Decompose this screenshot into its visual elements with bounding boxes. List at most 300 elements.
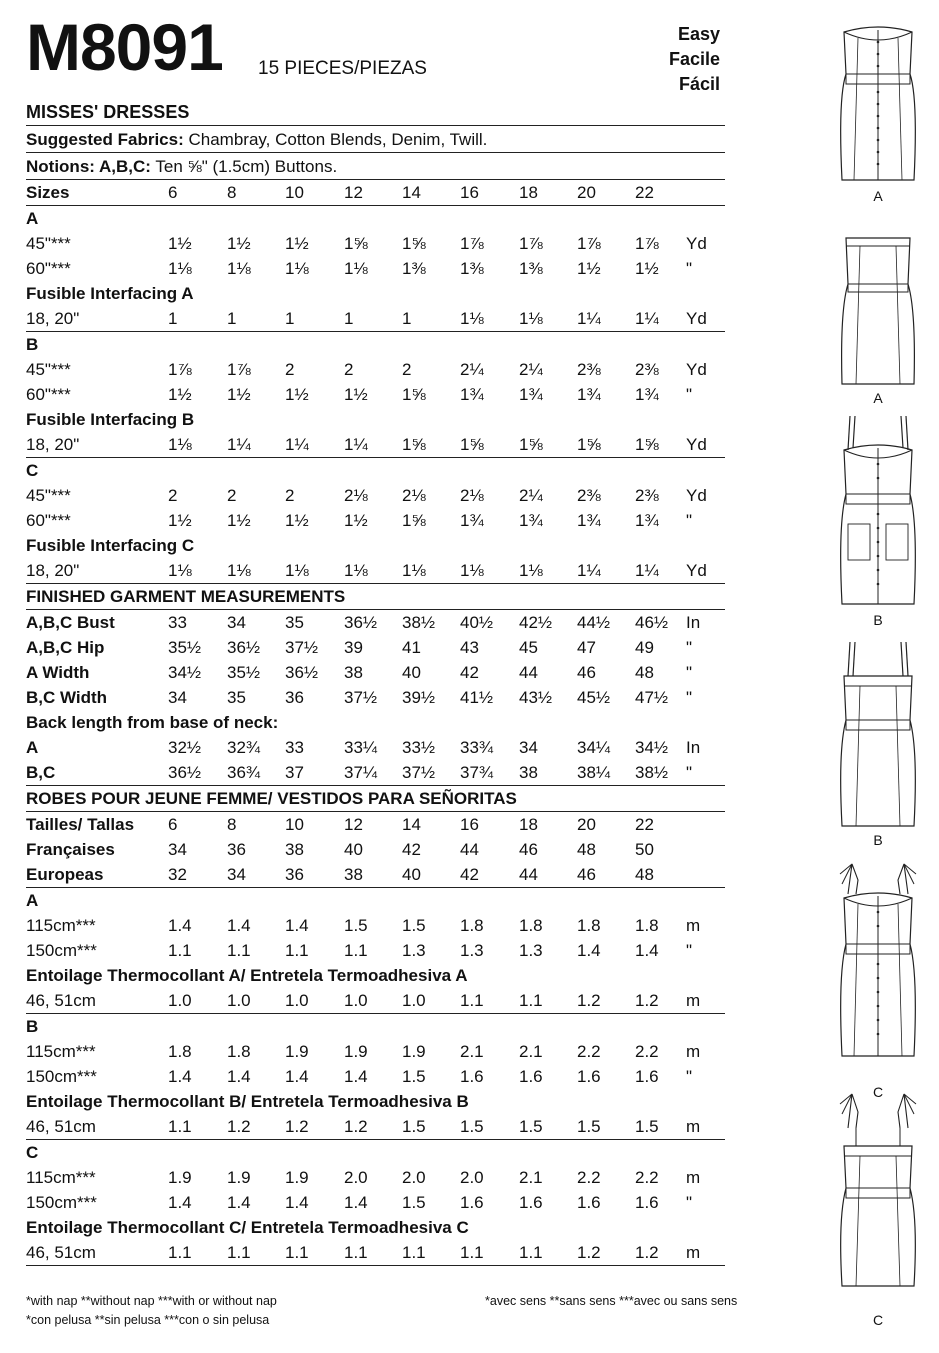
table-cell: 2⅛ [344, 486, 368, 505]
table-cell: 41 [402, 638, 421, 657]
footnotes-left [26, 1292, 277, 1330]
unit-label: In [686, 613, 701, 632]
table-row [26, 180, 725, 206]
table-cell: 43 [460, 638, 479, 657]
table-cell: 1⅞ [519, 234, 543, 253]
table-cell: 1¼ [635, 309, 659, 328]
table-cell: 43½ [519, 688, 553, 707]
row-label: Entoilage Thermocollant B/ Entretela Termoadhesiva B [26, 1092, 469, 1111]
row-label: Françaises [26, 840, 115, 859]
table-cell: 38 [285, 840, 304, 859]
table-cell: 41½ [460, 688, 494, 707]
table-cell: 2.2 [635, 1168, 659, 1187]
table-cell: 2 [168, 486, 178, 505]
table-cell: 34¼ [577, 738, 611, 757]
table-cell: 2⅜ [577, 486, 601, 505]
difficulty-fr: Facile [668, 49, 720, 69]
table-cell: 1.1 [519, 991, 543, 1010]
table-cell: 1.5 [402, 1117, 426, 1136]
difficulty-es: Fácil [678, 74, 720, 94]
table-cell: 2 [344, 360, 354, 379]
unit-label: " [686, 763, 693, 782]
table-cell: 6 [168, 815, 178, 834]
table-cell: 48 [577, 840, 596, 859]
table-cell: 37½ [344, 688, 378, 707]
table-cell: 2.0 [460, 1168, 484, 1187]
table-cell: 1⅝ [402, 234, 426, 253]
table-row [26, 1089, 725, 1114]
table-cell: 46½ [635, 613, 669, 632]
table-cell: 33 [168, 613, 187, 632]
table-cell: 1.2 [285, 1117, 309, 1136]
table-row [26, 1014, 725, 1039]
table-cell: 1⅝ [460, 435, 484, 454]
fabrics-label: Suggested Fabrics: [26, 130, 184, 149]
row-label: B [26, 335, 39, 354]
table-row [26, 710, 725, 735]
table-cell: 1¾ [460, 511, 484, 530]
table-cell: 45 [519, 638, 538, 657]
view-b-front-sketch [828, 414, 928, 628]
table-cell: 47½ [635, 688, 669, 707]
dress-a-front-icon [828, 18, 928, 188]
row-label: Fusible Interfacing B [26, 410, 195, 429]
table-cell: 36½ [285, 663, 319, 682]
table-cell: 36¾ [227, 763, 261, 782]
table-cell: 1⅞ [460, 234, 484, 253]
table-row [26, 1039, 725, 1064]
table-cell: 1⅝ [402, 511, 426, 530]
table-cell: 32¾ [227, 738, 261, 757]
table-row [26, 862, 725, 888]
table-cell: 1.9 [227, 1168, 251, 1187]
table-row [26, 584, 725, 610]
table-cell: 1½ [285, 511, 309, 530]
difficulty-labels [640, 22, 720, 97]
view-c-back-sketch [828, 1088, 928, 1328]
table-cell: 1⅞ [168, 360, 192, 379]
row-label: B,C [26, 763, 56, 782]
table-cell: 37½ [402, 763, 436, 782]
table-cell: 1½ [635, 259, 659, 278]
table-cell: 34½ [635, 738, 669, 757]
table-cell: 12 [344, 815, 363, 834]
table-cell: 1¾ [577, 511, 601, 530]
view-caption: A [873, 188, 883, 204]
table-cell: 1¼ [635, 561, 659, 580]
view-caption: A [873, 390, 883, 406]
table-cell: 1.2 [344, 1117, 368, 1136]
table-cell: 1.4 [285, 1193, 309, 1212]
table-row [26, 206, 725, 231]
table-cell: 1.3 [402, 941, 426, 960]
table-cell: 1.6 [519, 1193, 543, 1212]
table-cell: 1.3 [460, 941, 484, 960]
footnote-en: *with nap **without nap ***with or without nap [26, 1294, 277, 1308]
table-cell: 2¼ [460, 360, 484, 379]
table-cell: 33½ [402, 738, 436, 757]
table-cell: 1⅞ [635, 234, 659, 253]
table-cell: 1⅝ [577, 435, 601, 454]
table-cell: 1½ [168, 234, 192, 253]
table-cell: 1.4 [168, 1067, 192, 1086]
row-label: Fusible Interfacing A [26, 284, 194, 303]
table-cell: 34 [168, 840, 187, 859]
table-cell: 32 [168, 865, 187, 884]
table-cell: 10 [285, 815, 304, 834]
unit-label: m [686, 1042, 701, 1061]
table-cell: 34 [168, 688, 187, 707]
table-row [26, 1215, 725, 1240]
row-label: 46, 51cm [26, 991, 96, 1010]
row-label: 45"*** [26, 360, 71, 379]
table-cell: 1 [344, 309, 354, 328]
table-row [26, 357, 725, 382]
table-body [26, 180, 725, 1266]
table-row [26, 812, 725, 837]
difficulty-en: Easy [677, 24, 720, 44]
row-label: 150cm*** [26, 1067, 97, 1086]
table-cell: 1⅞ [577, 234, 601, 253]
table-cell: 34 [227, 613, 246, 632]
table-cell: 8 [227, 815, 237, 834]
unit-label: m [686, 991, 701, 1010]
pattern-number: M8091 [26, 10, 223, 84]
table-cell: 1½ [285, 234, 309, 253]
table-row [26, 407, 725, 432]
table-cell: 1.3 [519, 941, 543, 960]
footnotes-right [485, 1292, 737, 1311]
table-cell: 1½ [168, 385, 192, 404]
table-row [26, 988, 725, 1014]
table-cell: 38½ [635, 763, 669, 782]
row-label: 18, 20" [26, 309, 80, 328]
table-cell: 36 [285, 688, 304, 707]
table-cell: 1½ [344, 511, 368, 530]
table-cell: 1¼ [577, 561, 601, 580]
row-label: 60"*** [26, 511, 71, 530]
table-cell: 1.2 [577, 991, 601, 1010]
row-label: ROBES POUR JEUNE FEMME/ VESTIDOS PARA SEÑORITAS [26, 789, 517, 808]
table-cell: 44½ [577, 613, 611, 632]
table-cell: 1.2 [635, 1243, 659, 1262]
table-cell: 1⅛ [168, 259, 192, 278]
table-cell: 1.6 [577, 1193, 601, 1212]
table-cell: 2.0 [402, 1168, 426, 1187]
table-cell: 1¾ [635, 385, 659, 404]
view-a-back-sketch [828, 234, 928, 406]
table-cell: 1⅛ [402, 561, 426, 580]
table-cell: 1.1 [227, 1243, 251, 1262]
table-cell: 1.0 [285, 991, 309, 1010]
row-label: A,B,C Hip [26, 638, 105, 657]
table-cell: 1.6 [460, 1067, 484, 1086]
table-cell: 1⅜ [519, 259, 543, 278]
table-cell: 1.8 [168, 1042, 192, 1061]
row-label: 45"*** [26, 486, 71, 505]
table-cell: 1.6 [635, 1067, 659, 1086]
table-cell: 34 [227, 865, 246, 884]
table-row [26, 685, 725, 710]
table-cell: 1.5 [402, 1067, 426, 1086]
table-cell: 1.5 [402, 1193, 426, 1212]
table-cell: 1⅛ [168, 435, 192, 454]
table-row [26, 432, 725, 458]
table-cell: 1.0 [402, 991, 426, 1010]
table-cell: 1½ [168, 511, 192, 530]
footnote-fr: *avec sens **sans sens ***avec ou sans sens [485, 1294, 738, 1308]
table-cell: 1.6 [519, 1067, 543, 1086]
table-cell: 1.6 [460, 1193, 484, 1212]
table-cell: 1.1 [402, 1243, 426, 1262]
unit-label: Yd [686, 486, 707, 505]
table-cell: 42 [460, 865, 479, 884]
table-cell: 18 [519, 183, 538, 202]
table-cell: 48 [635, 865, 654, 884]
table-cell: 22 [635, 183, 654, 202]
table-row [26, 660, 725, 685]
row-label: 60"*** [26, 385, 71, 404]
table-cell: 2⅛ [460, 486, 484, 505]
table-cell: 1.1 [460, 991, 484, 1010]
table-row [26, 533, 725, 558]
row-label: 18, 20" [26, 561, 80, 580]
table-cell: 40 [344, 840, 363, 859]
view-caption: B [873, 832, 883, 848]
suggested-fabrics [26, 126, 725, 153]
table-cell: 1½ [227, 511, 251, 530]
table-cell: 1.1 [519, 1243, 543, 1262]
unit-label: In [686, 738, 701, 757]
table-cell: 36½ [168, 763, 202, 782]
table-cell: 44 [519, 663, 538, 682]
unit-label: " [686, 511, 693, 530]
table-cell: 1⅝ [402, 385, 426, 404]
view-b-back-sketch [828, 640, 928, 848]
unit-label: Yd [686, 561, 707, 580]
table-cell: 1⅛ [460, 561, 484, 580]
row-label: Entoilage Thermocollant C/ Entretela Termoadhesiva C [26, 1218, 469, 1237]
table-cell: 1.5 [344, 916, 368, 935]
unit-label: Yd [686, 360, 707, 379]
table-cell: 1.1 [460, 1243, 484, 1262]
table-cell: 1.1 [344, 1243, 368, 1262]
table-row [26, 610, 725, 635]
table-cell: 37 [285, 763, 304, 782]
unit-label: m [686, 1243, 701, 1262]
table-cell: 47 [577, 638, 596, 657]
table-cell: 1½ [227, 385, 251, 404]
unit-label: Yd [686, 309, 707, 328]
row-label: A Width [26, 663, 90, 682]
row-label: 46, 51cm [26, 1243, 96, 1262]
notions-label: Notions: A,B,C: [26, 157, 151, 176]
table-cell: 1 [168, 309, 178, 328]
table-cell: 2.2 [635, 1042, 659, 1061]
row-label: 45"*** [26, 234, 71, 253]
row-label: C [26, 1143, 39, 1162]
table-cell: 49 [635, 638, 654, 657]
table-cell: 1¾ [519, 385, 543, 404]
table-cell: 46 [577, 865, 596, 884]
table-cell: 36½ [227, 638, 261, 657]
table-cell: 1.4 [577, 941, 601, 960]
table-cell: 1½ [227, 234, 251, 253]
table-cell: 33¼ [344, 738, 378, 757]
table-cell: 1⅛ [285, 561, 309, 580]
table-cell: 37¾ [460, 763, 494, 782]
table-cell: 48 [635, 663, 654, 682]
table-cell: 1.4 [227, 1067, 251, 1086]
table-cell: 1.4 [285, 916, 309, 935]
table-cell: 1¾ [460, 385, 484, 404]
table-cell: 1⅜ [460, 259, 484, 278]
row-label: 60"*** [26, 259, 71, 278]
table-cell: 35 [285, 613, 304, 632]
table-cell: 1.6 [577, 1067, 601, 1086]
table-cell: 1.4 [168, 1193, 192, 1212]
table-cell: 33 [285, 738, 304, 757]
table-cell: 1.8 [460, 916, 484, 935]
table-cell: 1.1 [227, 941, 251, 960]
table-cell: 38½ [402, 613, 436, 632]
table-cell: 2⅜ [635, 360, 659, 379]
row-label: 150cm*** [26, 1193, 97, 1212]
table-cell: 1½ [577, 259, 601, 278]
table-cell: 40 [402, 865, 421, 884]
table-cell: 2 [227, 486, 237, 505]
table-cell: 2.1 [460, 1042, 484, 1061]
unit-label: " [686, 259, 693, 278]
table-cell: 32½ [168, 738, 202, 757]
table-cell: 1.5 [402, 916, 426, 935]
table-cell: 16 [460, 815, 479, 834]
table-cell: 2⅜ [635, 486, 659, 505]
table-cell: 1⅜ [402, 259, 426, 278]
table-cell: 10 [285, 183, 304, 202]
table-row [26, 1114, 725, 1140]
row-label: B,C Width [26, 688, 108, 707]
row-label: FINISHED GARMENT MEASUREMENTS [26, 587, 346, 606]
row-label: A [26, 209, 39, 228]
table-cell: 1.1 [285, 941, 309, 960]
table-cell: 12 [344, 183, 363, 202]
table-cell: 38 [519, 763, 538, 782]
table-cell: 42 [460, 663, 479, 682]
table-row [26, 1140, 725, 1165]
view-caption: B [873, 612, 883, 628]
table-cell: 1.9 [402, 1042, 426, 1061]
unit-label: " [686, 663, 693, 682]
row-label: B [26, 1017, 39, 1036]
dress-b-front-icon [828, 414, 928, 610]
table-cell: 1⅛ [168, 561, 192, 580]
unit-label: Yd [686, 234, 707, 253]
table-cell: 1.2 [635, 991, 659, 1010]
row-label: Europeas [26, 865, 104, 884]
table-cell: 1.2 [577, 1243, 601, 1262]
table-row [26, 938, 725, 963]
table-cell: 1¾ [519, 511, 543, 530]
table-row [26, 735, 725, 760]
table-cell: 1.9 [285, 1042, 309, 1061]
table-cell: 1¼ [344, 435, 368, 454]
view-a-front-sketch [828, 18, 928, 204]
table-cell: 38¼ [577, 763, 611, 782]
row-label: A,B,C Bust [26, 613, 115, 632]
row-label: Back length from base of neck: [26, 713, 279, 732]
table-cell: 2.2 [577, 1168, 601, 1187]
table-cell: 1⅞ [227, 360, 251, 379]
table-row [26, 332, 725, 357]
table-cell: 1.8 [227, 1042, 251, 1061]
table-row [26, 837, 725, 862]
table-cell: 37½ [285, 638, 319, 657]
table-cell: 1⅛ [460, 309, 484, 328]
notions-text: Ten ⅝" (1.5cm) Buttons. [150, 157, 338, 176]
table-row [26, 382, 725, 407]
table-row [26, 913, 725, 938]
table-cell: 1.4 [344, 1067, 368, 1086]
table-cell: 1.4 [344, 1193, 368, 1212]
table-cell: 1 [227, 309, 237, 328]
row-label: 115cm*** [26, 1168, 96, 1187]
table-cell: 1.1 [285, 1243, 309, 1262]
table-cell: 1.4 [168, 916, 192, 935]
view-caption: C [872, 1312, 884, 1328]
table-row [26, 558, 725, 584]
row-label: 18, 20" [26, 435, 80, 454]
pieces-count: 15 PIECES/PIEZAS [258, 58, 427, 79]
table-cell: 1¼ [227, 435, 251, 454]
fabrics-text: Chambray, Cotton Blends, Denim, Twill. [183, 130, 488, 149]
table-row [26, 888, 725, 913]
table-cell: 40 [402, 663, 421, 682]
table-cell: 34 [519, 738, 538, 757]
table-cell: 1.5 [519, 1117, 543, 1136]
unit-label: " [686, 1067, 693, 1086]
table-cell: 2⅜ [577, 360, 601, 379]
row-label: Tailles/ Tallas [26, 815, 135, 834]
table-cell: 1.0 [227, 991, 251, 1010]
dress-b-back-icon [828, 640, 928, 830]
table-cell: 1⅛ [519, 309, 543, 328]
table-cell: 1.0 [344, 991, 368, 1010]
table-cell: 42 [402, 840, 421, 859]
table-cell: 46 [577, 663, 596, 682]
unit-label: Yd [686, 435, 707, 454]
row-label: 115cm*** [26, 1042, 96, 1061]
table-cell: 1.4 [227, 1193, 251, 1212]
table-row [26, 306, 725, 332]
row-label: Fusible Interfacing C [26, 536, 195, 555]
table-cell: 38 [344, 663, 363, 682]
table-cell: 1⅛ [519, 561, 543, 580]
unit-label: m [686, 916, 701, 935]
table-cell: 1.8 [577, 916, 601, 935]
table-row [26, 1165, 725, 1190]
table-cell: 37¼ [344, 763, 378, 782]
table-cell: 1.2 [227, 1117, 251, 1136]
table-cell: 1.9 [285, 1168, 309, 1187]
row-label: Sizes [26, 183, 70, 202]
table-cell: 2¼ [519, 486, 543, 505]
table-cell: 50 [635, 840, 654, 859]
table-cell: 1½ [344, 385, 368, 404]
table-cell: 1⅛ [285, 259, 309, 278]
view-caption: C [872, 1084, 884, 1100]
table-cell: 1.4 [635, 941, 659, 960]
